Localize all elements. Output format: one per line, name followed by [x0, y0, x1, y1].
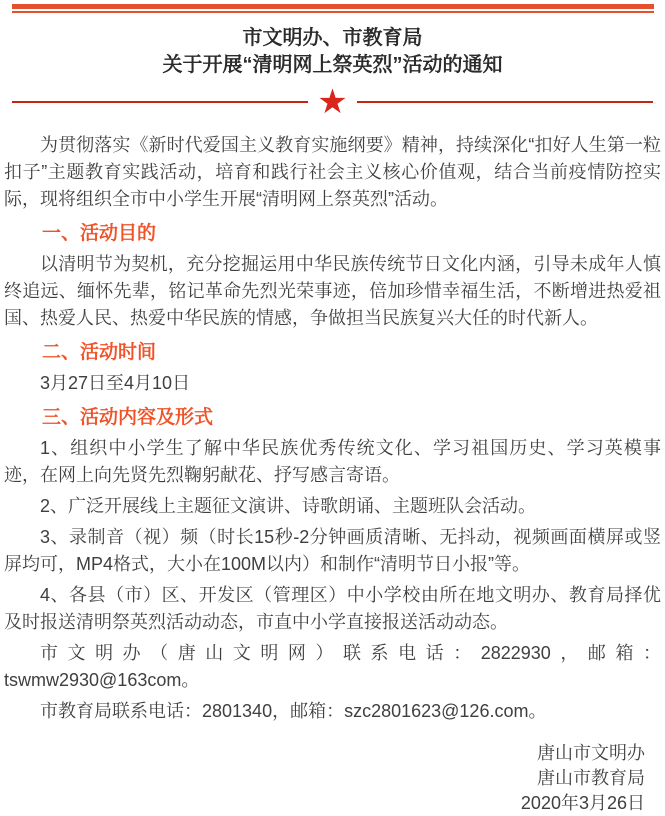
signature-org-2: 唐山市教育局 — [537, 768, 645, 788]
section-3-heading: 三、活动内容及形式 — [42, 407, 214, 428]
contact-education-bureau: 市教育局联系电话：2801340，邮箱：szc2801623@126.com。 — [40, 701, 547, 721]
section-2-heading: 二、活动时间 — [42, 342, 157, 363]
divider-line-right — [357, 101, 653, 103]
activity-item-4: 4、各县（市）区、开发区（管理区）中小学校由所在地文明办、教育局择优及时报送清明祭英烈活动动态，市直中小学直接报送活动动态。 — [4, 585, 661, 632]
star-divider — [12, 83, 653, 121]
title-block — [0, 25, 665, 79]
signature-block — [0, 741, 645, 816]
signature-date: 2020年3月26日 — [520, 793, 645, 813]
signature-org-1: 唐山市文明办 — [537, 743, 645, 763]
section-1-body: 以清明节为契机，充分挖掘运用中华民族传统节日文化内涵，引导未成年人慎终追远、缅怀先辈，铭记革命先烈光荣事迹，倍加珍惜幸福生活，不断增进热爱祖国、热爱人民、热爱中华民族的情感，争做担当民族复兴大任的时代新人。 — [4, 254, 661, 328]
activity-item-3: 3、录制音（视）频（时长15秒-2分钟画质清晰、无抖动，视频画面横屏或竖屏均可，MP4格式，大小在100M以内）和制作“清明节日小报”等。 — [4, 527, 661, 574]
top-border-thick — [12, 4, 654, 9]
intro-paragraph: 为贯彻落实《新时代爱国主义教育实施纲要》精神，持续深化“扣好人生第一粒扣子”主题教育实践活动，培育和践行社会主义核心价值观，结合当前疫情防控实际，现将组织全市中小学生开展“清明网上祭英烈”活动。 — [4, 135, 661, 209]
notice-document — [0, 4, 665, 816]
doc-title-line-1: 市文明办、市教育局 — [242, 27, 423, 49]
top-border-thin — [12, 11, 654, 13]
activity-time: 3月27日至4月10日 — [40, 373, 191, 393]
doc-title-line-2: 关于开展“清明网上祭英烈”活动的通知 — [162, 54, 503, 76]
contact-civilization-office: 市文明办（唐山文明网）联系电话：2822930，邮箱：tswmw2930@163com。 — [4, 643, 661, 690]
star-icon: ★ — [317, 83, 348, 121]
divider-line-left — [12, 101, 308, 103]
activity-item-1: 1、组织中小学生了解中华民族优秀传统文化、学习祖国历史、学习英模事迹，在网上向先贤先烈鞠躬献花、抒写感言寄语。 — [4, 438, 661, 485]
activity-item-2: 2、广泛开展线上主题征文演讲、诗歌朗诵、主题班队会活动。 — [40, 496, 537, 516]
section-1-heading: 一、活动目的 — [42, 223, 157, 244]
